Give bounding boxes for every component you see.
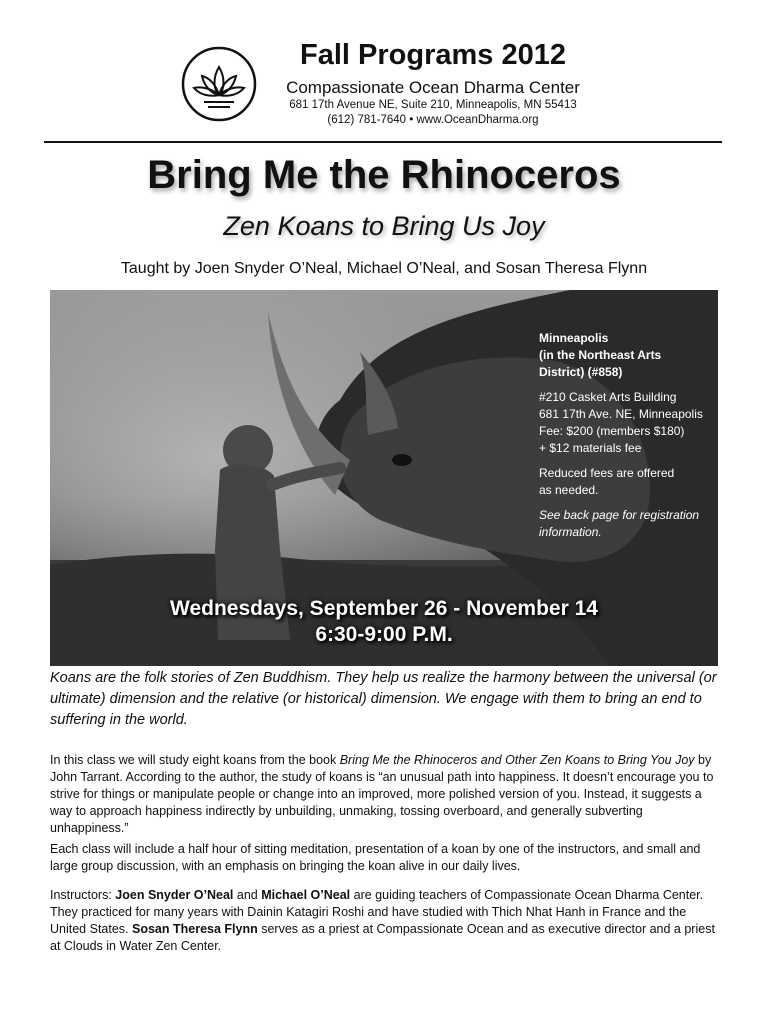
org-name: Compassionate Ocean Dharma Center	[286, 78, 580, 97]
street: 681 17th Ave. NE, Minneapolis	[539, 407, 703, 421]
text-run: are guiding teachers of Compassionate Ocean Dharma Center. They practiced for many years with Dainin Katagiri Roshi and have studied with Thich Nhat Hanh in France and the United States.	[50, 888, 704, 936]
instructor-name: Joen Snyder O’Neal	[115, 888, 234, 902]
reduced-fees-line1: Reduced fees are offered	[539, 466, 675, 480]
location-info	[539, 330, 715, 549]
paragraph-book	[50, 752, 720, 837]
intro-paragraph: Koans are the folk stories of Zen Buddhism. They help us realize the harmony between the universal (or ultimate) dimension and the relative (or historical) dimension. We engage with them to bring an end to suffering in the world.	[50, 670, 717, 728]
instructors-line: Taught by Joen Snyder O’Neal, Michael O’Neal, and Sosan Theresa Flynn	[120, 260, 648, 277]
header-text	[258, 38, 608, 128]
fee: Fee: $200 (members $180)	[539, 424, 685, 438]
dates-line: Wednesdays, September 26 - November 14	[170, 597, 598, 620]
lotus-logo-icon	[180, 45, 258, 123]
instructor-name: Sosan Theresa Flynn	[132, 922, 258, 936]
see-back-line2: information.	[539, 525, 602, 539]
course-title: Bring Me the Rhinoceros	[147, 153, 621, 197]
text-run: and	[233, 888, 262, 902]
text-run: by John Tarrant. According to the author, the study of koans is “an unusual path into happiness. It doesn’t encourage you to strive for things or manipulate people or change into an improved, more polished version of you. Instead, it suggests a way to approach happiness indirectly by unbuilding, unmaking, tossing overboard, and generally subverting unhappiness.”	[50, 753, 714, 835]
header-divider	[44, 141, 722, 143]
paragraph-instructors	[50, 887, 720, 955]
org-address: 681 17th Avenue NE, Suite 210, Minneapolis, MN 55413	[289, 99, 577, 111]
location-line3: District) (#858)	[539, 365, 623, 379]
paragraph-format: Each class will include a half hour of sitting meditation, presentation of a koan by one of the instructors, and small and large group discussion, with an emphasis on bringing the koan alive in our daily lives.	[50, 842, 701, 873]
body-text	[50, 752, 720, 959]
materials-fee: + $12 materials fee	[539, 441, 642, 455]
book-title: Bring Me the Rhinoceros and Other Zen Koans to Bring You Joy	[339, 753, 695, 767]
location-line1: Minneapolis	[539, 331, 609, 345]
text-run: Instructors:	[50, 888, 116, 902]
org-phone-web: (612) 781-7640 • www.OceanDharma.org	[327, 114, 539, 126]
text-run: serves as a priest at Compassionate Ocean and as executive director and a priest at Clouds in Water Zen Center.	[50, 922, 715, 953]
instructor-name: Michael O’Neal	[261, 888, 351, 902]
location-line2: (in the Northeast Arts	[539, 348, 662, 362]
rhino-child-photo	[50, 290, 718, 666]
header	[0, 0, 768, 142]
program-title: Fall Programs 2012	[300, 39, 566, 71]
text-run: In this class we will study eight koans from the book	[50, 753, 340, 767]
reduced-fees-line2: as needed.	[539, 483, 599, 497]
venue: #210 Casket Arts Building	[539, 390, 677, 404]
see-back-line1: See back page for registration	[539, 508, 700, 522]
course-subtitle: Zen Koans to Bring Us Joy	[223, 211, 545, 241]
time-line: 6:30-9:00 P.M.	[315, 623, 453, 646]
class-dates	[50, 596, 718, 648]
